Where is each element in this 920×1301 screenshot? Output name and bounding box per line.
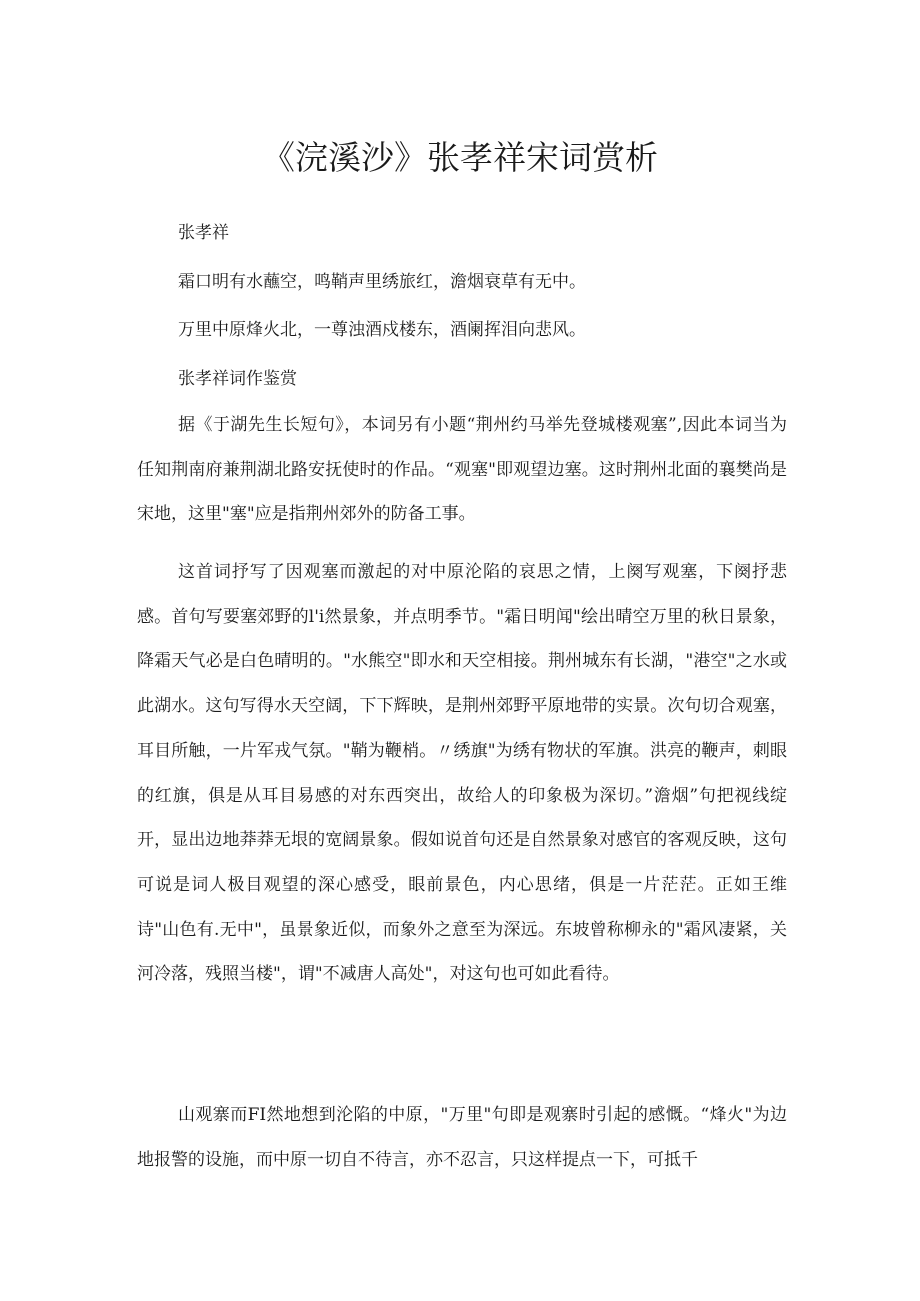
body-paragraph-2: 这首词抒写了因观塞而激起的对中原沦陷的哀思之情，上阕写观塞，下阕抒悲感。首句写要塞郊野的l'i然景象，并点明季节。"霜日明闻"绘出晴空万里的秋日景象，降霜天气必是白色晴明的。"水熊空"即水和天空相接。荆州城东有长湖，"港空"之水或此湖水。这句写得水天空阔，下下辉映，是荆州郊野平原地带的实景。次句切合观塞，耳目所触，一片军戎气氛。"鞘为鞭梢。〃绣旗"为绣有物状的军旗。洪亮的鞭声，刺眼的红旗，俱是从耳目易感的对东西突出，故给人的印象极为深切。”澹烟”句把视线绽开，显出边地莽莽无垠的宽阔景象。假如说首句还是自然景象对感官的客观反映，这句可说是词人极目观望的深心感受，眼前景色，内心思绪，俱是一片茫茫。正如王维诗"山色有.无中"，虽景象近似，而象外之意至为深远。东坡曾称柳永的"霜风凄紧，关河冷落，残照当楼"，谓"不减唐人高处"，对这句也可如此看待。	[137, 562, 787, 985]
body-paragraph-1: 据《于湖先生长短句》，本词另有小题“荆州约马举先登城楼观塞”,因此本词当为任知荆南府兼荆湖北路安抚使时的作品。“观塞"即观望边塞。这时荆州北面的襄樊尚是宋地，这里"塞"应是指荆州郊外的防备工事。	[137, 415, 787, 525]
author-name: 张孝祥	[178, 223, 229, 243]
poem-line-1: 霜口明有水蘸空，鸣鞘声里绣旅红，澹烟衰草有无中。	[178, 272, 586, 292]
body-paragraph-3: 山观寨而FI然地想到沦陷的中原，"万里"句即是观寨时引起的感慨。“烽火"为边地报警的设施，而中原一切自不待言，亦不忍言，只这样提点一下，可抵千	[137, 1105, 787, 1170]
document-title: 《浣溪沙》张孝祥宋词赏析	[262, 138, 658, 177]
section-heading: 张孝祥词作鉴赏	[178, 369, 297, 389]
poem-line-2: 万里中原烽火北，一尊浊酒戍楼东，酒阑挥泪向悲风。	[178, 320, 586, 340]
